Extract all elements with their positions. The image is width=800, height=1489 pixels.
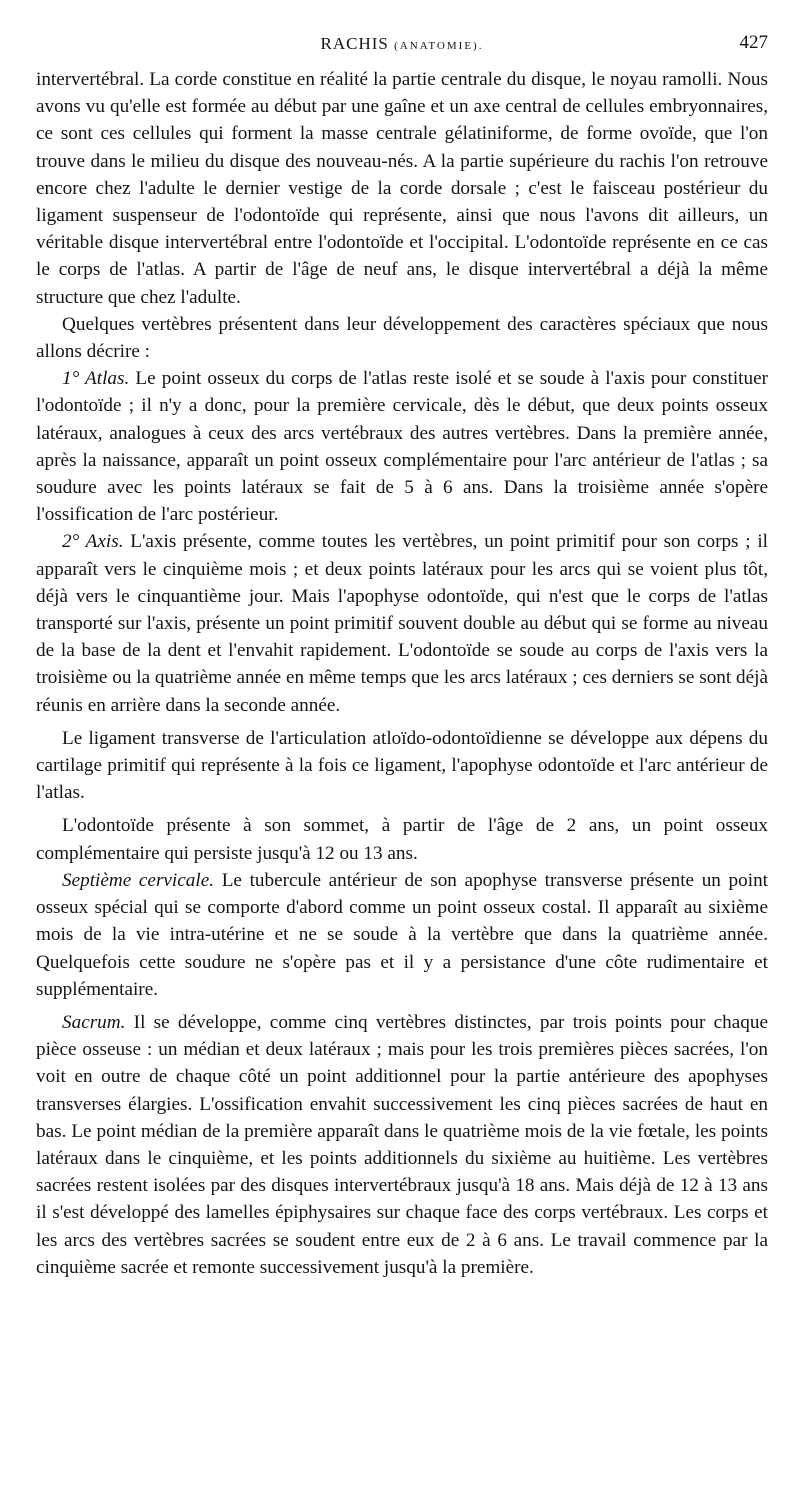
- paragraph-text: Le point osseux du corps de l'atlas reste isolé et se soude à l'axis pour constituer l'odontoïde ; il n'y a donc, pour la première cervicale, dès le début, que deux points osseux latéraux, analogues à ceux des arcs vertébraux des autres vertèbres. Dans la première année, après la naissance, apparaît un point osseux complémentaire pour l'arc antérieur de l'atlas ; sa soudure avec les points latéraux se fait de 5 à 6 ans. Dans la troisième année s'opère l'ossification de l'arc postérieur.: [36, 368, 768, 526]
- paragraph-lead: Septième cervicale.: [62, 869, 215, 891]
- paragraph-text: intervertébral. La corde constitue en réalité la partie centrale du disque, le noyau ramolli. Nous avons vu qu'elle est formée au début par une gaîne et un axe central de cellules embryonnaires, ce sont ces cellules qui forment la masse centrale gélatiniforme, de forme ovoïde, que l'on trouve dans le milieu du disque des nouveau-nés. A la partie supérieure du rachis l'on retrouve encore chez l'adulte le dernier vestige de la corde dorsale ; c'est le faisceau postérieur du ligament suspenseur de l'odontoïde qui représente, ainsi que nous l'avons dit ailleurs, un véritable disque intervertébral entre l'odontoïde et l'occipital. L'odontoïde représente en ce cas le corps de l'atlas. A partir de l'âge de neuf ans, le disque intervertébral a déjà la même structure que chez l'adulte.: [36, 69, 768, 308]
- running-title-sub: (ANATOMIE).: [394, 40, 484, 52]
- paragraph-sacrum: [36, 1009, 768, 1281]
- paragraph-lead: 1° Atlas.: [62, 368, 130, 390]
- paragraph-ligament: [36, 725, 768, 807]
- paragraph-text: Le tubercule antérieur de son apophyse transverse présente un point osseux spécial qui se comporte d'abord comme un point osseux costal. Il apparaît au sixième mois de la vie intra-utérine et ne se soude à la vertèbre que dans la quatrième année. Quelquefois cette soudure ne s'opère pas et il y a persistance d'une côte rudimentaire et supplémentaire.: [36, 869, 769, 1000]
- paragraph-text: Il se développe, comme cinq vertèbres distinctes, par trois points pour chaque pièce osseuse : un médian et deux latéraux ; mais pour les trois premières pièces sacrées, l'on voit en outre de chaque côté un point additionnel pour la partie antérieure des apophyses transverses élargies. L'ossification envahit successivement les cinq pièces sacrées de haut en bas. Le point médian de la première apparaît dans le quatrième mois de la vie fœtale, les points latéraux dans le cinquième, et les points additionnels du sixième au huitième. Les vertèbres sacrées restent isolées par des disques intervertébraux jusqu'à 18 ans. Mais déjà de 12 à 13 ans il s'est développé des lamelles épiphysaires sur chaque face des corps vertébraux. Les corps et les arcs des vertèbres sacrées se soudent entre eux de 2 à 6 ans. Le travail commence par la cinquième sacrée et remonte successivement jusqu'à la première.: [36, 1011, 768, 1278]
- paragraph-odontoid: [36, 812, 768, 866]
- paragraph-text: Le ligament transverse de l'articulation atloïdo-odontoïdienne se développe aux dépens du cartilage primitif qui représente à la fois ce ligament, l'apophyse odontoïde et l'arc antérieur de l'atlas.: [36, 727, 768, 804]
- paragraph-text: Quelques vertèbres présentent dans leur développement des caractères spéciaux que nous allons décrire :: [36, 313, 768, 363]
- paragraph-seventh-cervical: [36, 867, 768, 1003]
- paragraph-lead: Sacrum.: [62, 1011, 126, 1033]
- paragraph-lead: 2° Axis.: [62, 531, 124, 553]
- page-header: [36, 30, 768, 58]
- page-body: [36, 66, 768, 1281]
- paragraph-text: L'odontoïde présente à son sommet, à partir de l'âge de 2 ans, un point osseux complémentaire qui persiste jusqu'à 12 ou 13 ans.: [36, 815, 768, 864]
- running-title: [36, 34, 768, 54]
- paragraph-text: L'axis présente, comme toutes les vertèbres, un point primitif pour son corps ; il apparaît vers le cinquième mois ; et deux points latéraux pour les arcs qui se voient plus tôt, déjà vers le cinquantième jour. Mais l'apophyse odontoïde, qui n'est que le corps de l'atlas transporté sur l'axis, présente un point primitif souvent double au début qui se forme au niveau de la base de la dent et l'envahit rapidement. L'odontoïde se soude au corps de l'axis vers la troisième ou la quatrième année en même temps que les arcs latéraux ; ces derniers se sont déjà réunis en arrière dans la seconde année.: [36, 531, 768, 716]
- page-number: 427: [739, 32, 768, 53]
- paragraph-continuation: [36, 66, 768, 311]
- paragraph-intro: [36, 311, 768, 365]
- book-page: [36, 30, 768, 1281]
- paragraph-atlas: [36, 365, 768, 528]
- running-title-main: RACHIS: [320, 34, 389, 53]
- paragraph-axis: [36, 528, 768, 718]
